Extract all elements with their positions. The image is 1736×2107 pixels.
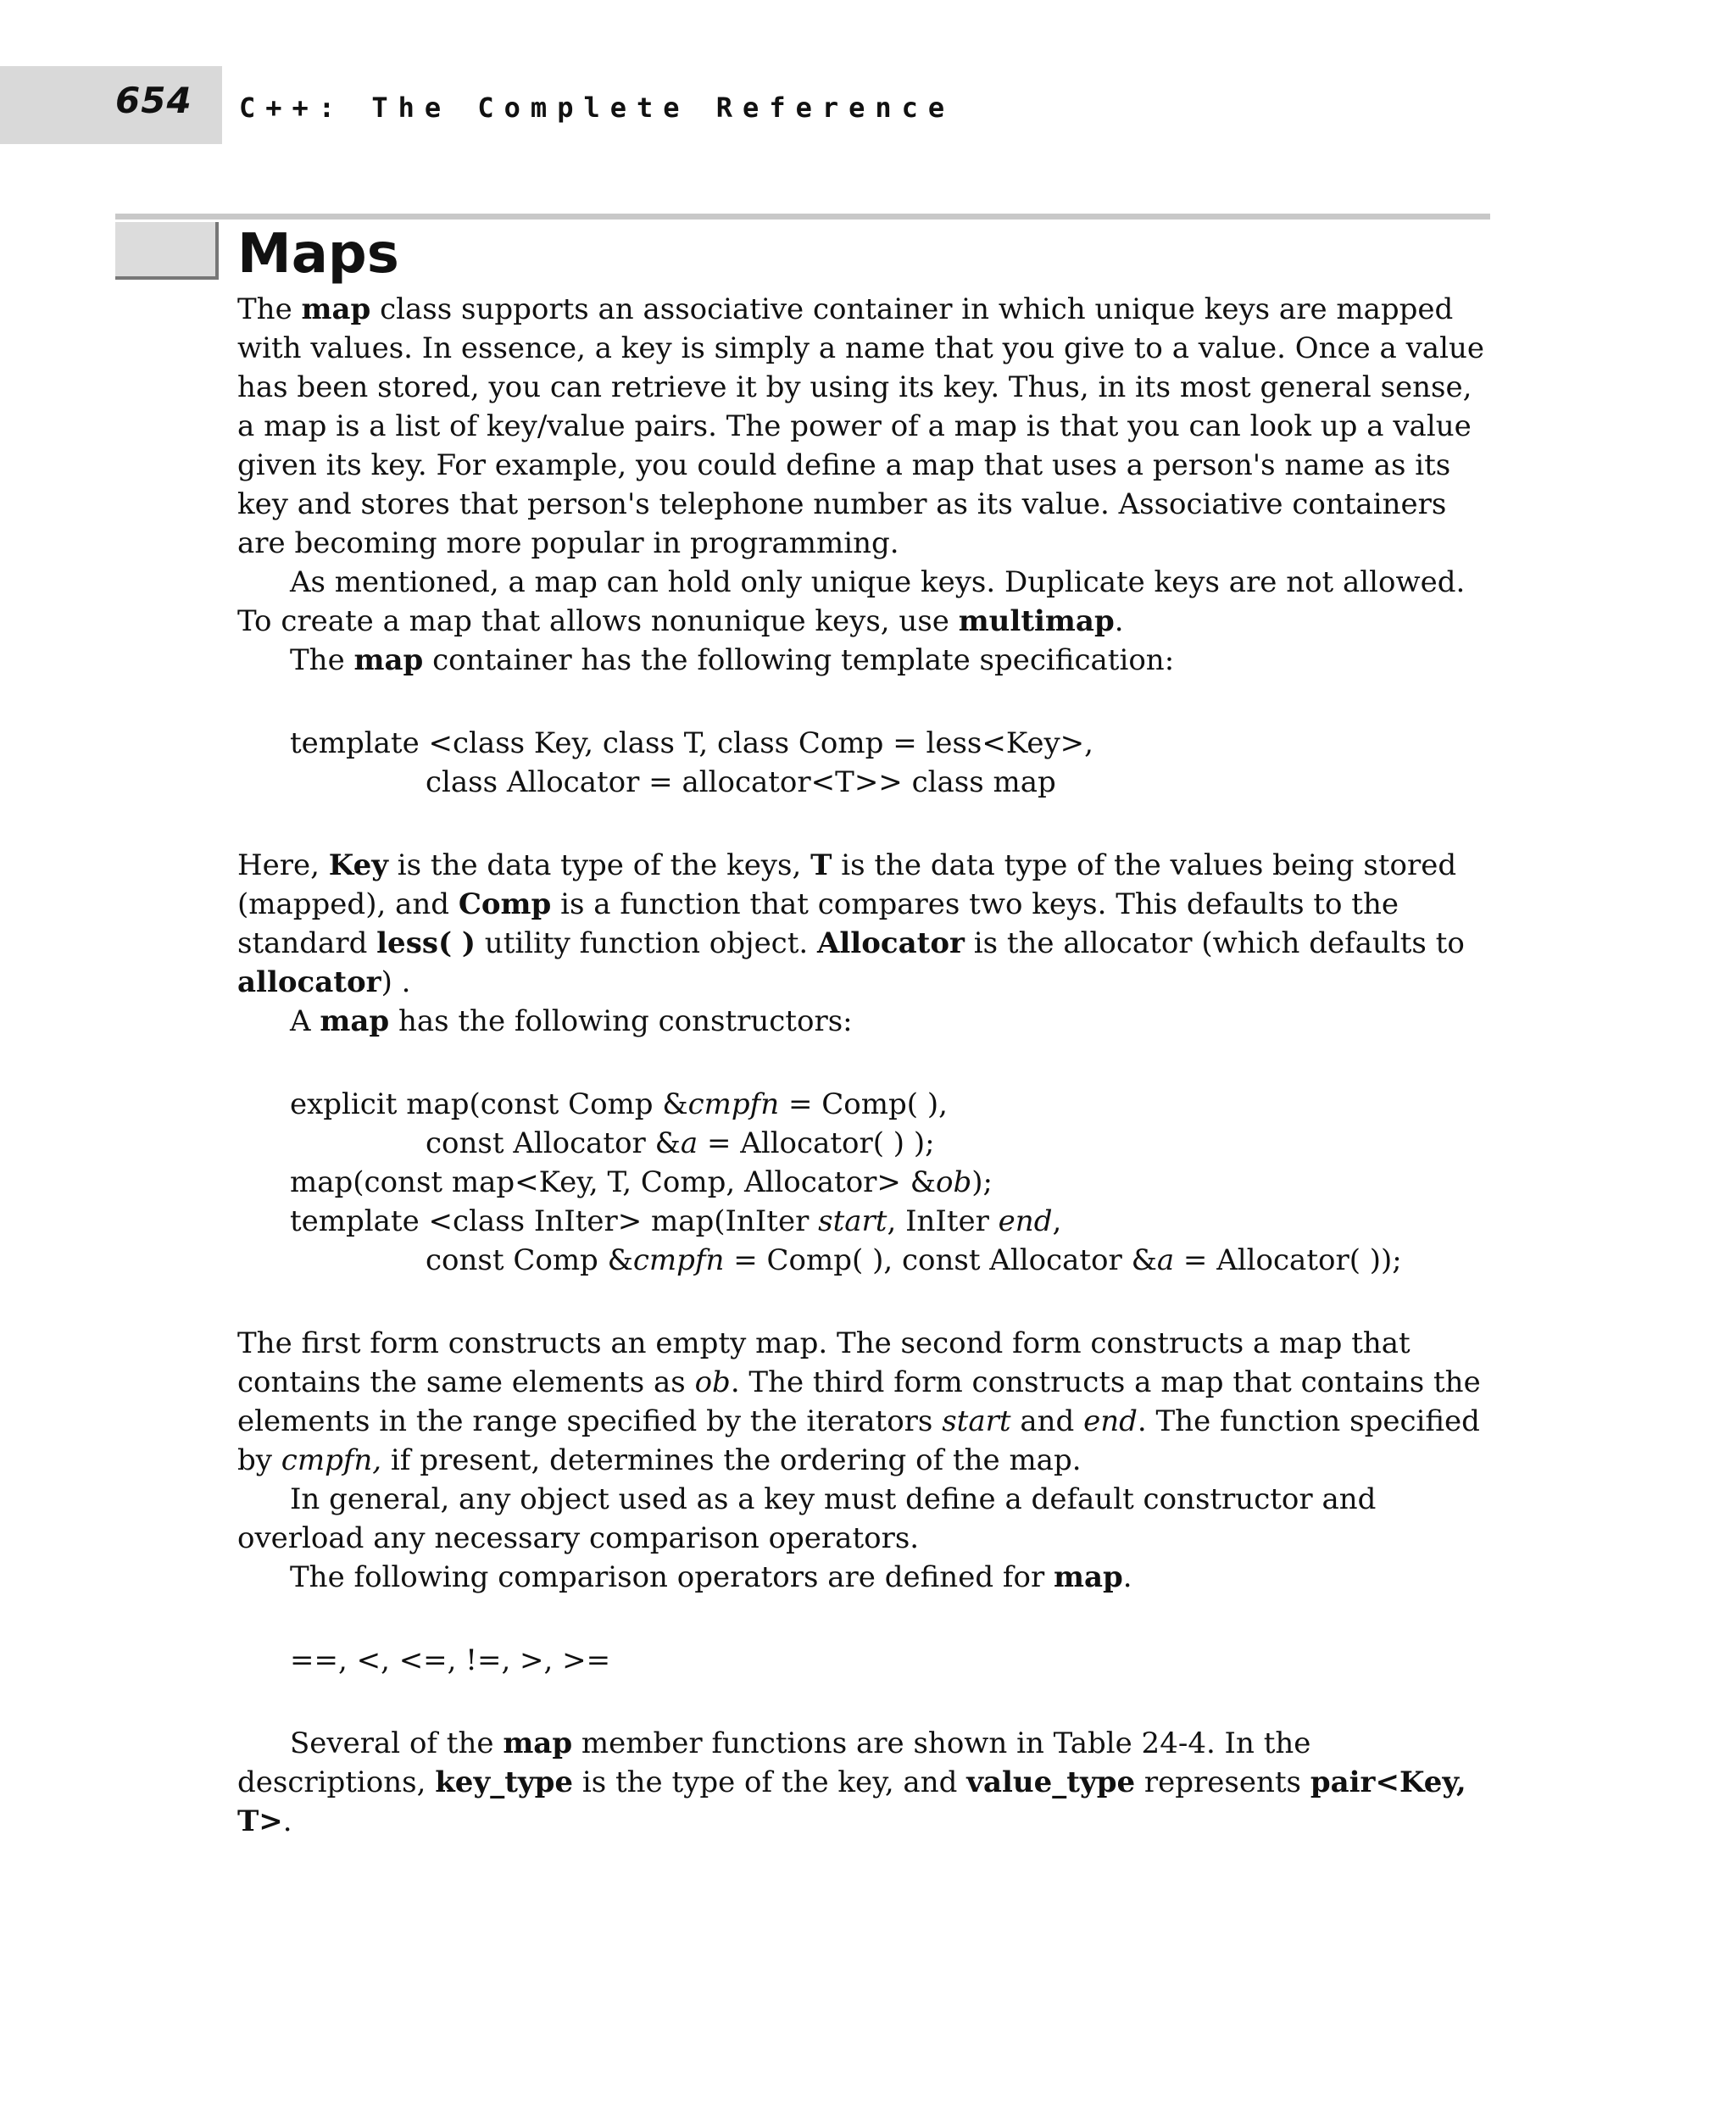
spacer [237, 1041, 1492, 1085]
text: utility function object. [475, 926, 818, 960]
text: is a function that compares two keys. This defaults to the standard [237, 887, 1399, 960]
keyword: allocator [237, 965, 381, 999]
text: In general, any object used as a key must define a default constructor and overload any necessary comparison operators. [237, 1482, 1377, 1555]
text: is the data type of the values being stored (mapped), and [237, 848, 1457, 921]
code-line [237, 1241, 1492, 1280]
text: . The function specified by [237, 1404, 1480, 1477]
text: is the type of the key, and [573, 1765, 967, 1799]
code-block-operators [237, 1641, 1492, 1680]
code-param: a [680, 1126, 698, 1160]
text: The [237, 292, 302, 326]
code-text: = Comp( ), const Allocator & [724, 1243, 1157, 1277]
section-marker [115, 222, 219, 280]
code-param: start [818, 1204, 887, 1238]
text: class supports an associative container in which unique keys are mapped with values. In essence, a key is simply a name that you give to a value. Once a value has been stored, you can retrieve it by using its key. Thus, in its most general sense, a map is a list of key/value pairs. The power of a map is that you can look up a value given its key. For example, you could define a map that uses a person's name as its key and stores that person's telephone number as its value. Associative containers are becoming more popular in programming. [237, 292, 1484, 560]
keyword: less( ) [376, 926, 476, 960]
keyword: key_type [435, 1765, 574, 1799]
code-text: const Comp & [426, 1243, 633, 1277]
code-text: ); [971, 1165, 993, 1199]
text: . [1122, 1560, 1132, 1594]
param: end [1083, 1404, 1138, 1438]
paragraph-8 [237, 1558, 1492, 1597]
keyword: Allocator [817, 926, 965, 960]
code-block-template-spec [237, 724, 1492, 802]
text: As mentioned, a map can hold only unique keys. Duplicate keys are not allowed. To create a map that allows nonunique keys, use [237, 565, 1466, 638]
code-text: = Allocator( ) ); [698, 1126, 935, 1160]
keyword: pair<Key, T> [237, 1765, 1466, 1838]
text: is the data type of the keys, [387, 848, 811, 882]
paragraph-3 [237, 641, 1492, 680]
keyword: multimap [958, 604, 1115, 638]
param: cmpfn, [281, 1443, 382, 1477]
paragraph-4 [237, 846, 1492, 1002]
code-text: template <class InIter> map(InIter [290, 1204, 819, 1238]
code-text: const Allocator & [426, 1126, 681, 1160]
keyword: Comp [458, 887, 552, 921]
code-param: end [998, 1204, 1053, 1238]
text: container has the following template specification: [423, 643, 1175, 677]
text: The first form constructs an empty map. The second form constructs a map that contains the same elements as [237, 1326, 1410, 1399]
code-param: cmpfn [632, 1243, 725, 1277]
text: The following comparison operators are defined for [290, 1560, 1054, 1594]
paragraph-9 [237, 1724, 1492, 1841]
code-line: template <class Key, class T, class Comp = less<Key>, [290, 726, 1093, 760]
paragraph-1 [237, 290, 1492, 563]
keyword: value_type [966, 1765, 1136, 1799]
text: Here, [237, 848, 329, 882]
code-line [237, 1085, 1492, 1124]
keyword: map [301, 292, 371, 326]
keyword: map [503, 1726, 573, 1760]
keyword: Key [328, 848, 388, 882]
paragraph-2 [237, 563, 1492, 641]
text: member functions are shown in Table 24-4. In the descriptions, [237, 1726, 1311, 1799]
keyword: map [1054, 1560, 1123, 1594]
section-rule [115, 214, 1490, 220]
code-text: = Comp( ), [779, 1087, 948, 1121]
code-text: , [1052, 1204, 1062, 1238]
text: and [1010, 1404, 1084, 1438]
code-line [237, 1124, 1492, 1163]
text: A [290, 1004, 320, 1038]
code-text: map(const map<Key, T, Comp, Allocator> & [290, 1165, 936, 1199]
code-param: ob [935, 1165, 972, 1199]
spacer [237, 680, 1492, 724]
spacer [237, 1280, 1492, 1324]
spacer [237, 1597, 1492, 1641]
text: Several of the [290, 1726, 504, 1760]
text: . The third form constructs a map that contains the elements in the range specified by the iterators [237, 1365, 1481, 1438]
code-line: ==, <, <=, !=, >, >= [290, 1643, 611, 1677]
code-text: explicit map(const Comp & [290, 1087, 688, 1121]
text: ) . [381, 965, 411, 999]
paragraph-5 [237, 1002, 1492, 1041]
page-number: 654 [115, 80, 192, 121]
spacer [237, 802, 1492, 846]
paragraph-7 [237, 1480, 1492, 1558]
text: . [1114, 604, 1124, 638]
section-title: Maps [237, 223, 399, 286]
code-param: cmpfn [687, 1087, 780, 1121]
code-line: class Allocator = allocator<T>> class map [426, 765, 1056, 799]
param: ob [694, 1365, 731, 1399]
text: is the allocator (which defaults to [964, 926, 1465, 960]
keyword: map [320, 1004, 390, 1038]
text: has the following constructors: [389, 1004, 853, 1038]
spacer [237, 1680, 1492, 1724]
code-line [237, 1163, 1492, 1202]
code-param: a [1156, 1243, 1175, 1277]
paragraph-6 [237, 1324, 1492, 1480]
code-block-constructors [237, 1085, 1492, 1280]
text: if present, determines the ordering of the map. [381, 1443, 1082, 1477]
keyword: map [353, 643, 424, 677]
param: start [942, 1404, 1011, 1438]
text: The [290, 643, 354, 677]
running-head: C++: The Complete Reference [239, 92, 955, 124]
body-text [237, 290, 1492, 1841]
code-line [237, 1202, 1492, 1241]
text: . [282, 1804, 292, 1838]
text: represents [1135, 1765, 1310, 1799]
code-text: = Allocator( )); [1174, 1243, 1402, 1277]
keyword: T [810, 848, 832, 882]
code-text: , InIter [887, 1204, 999, 1238]
